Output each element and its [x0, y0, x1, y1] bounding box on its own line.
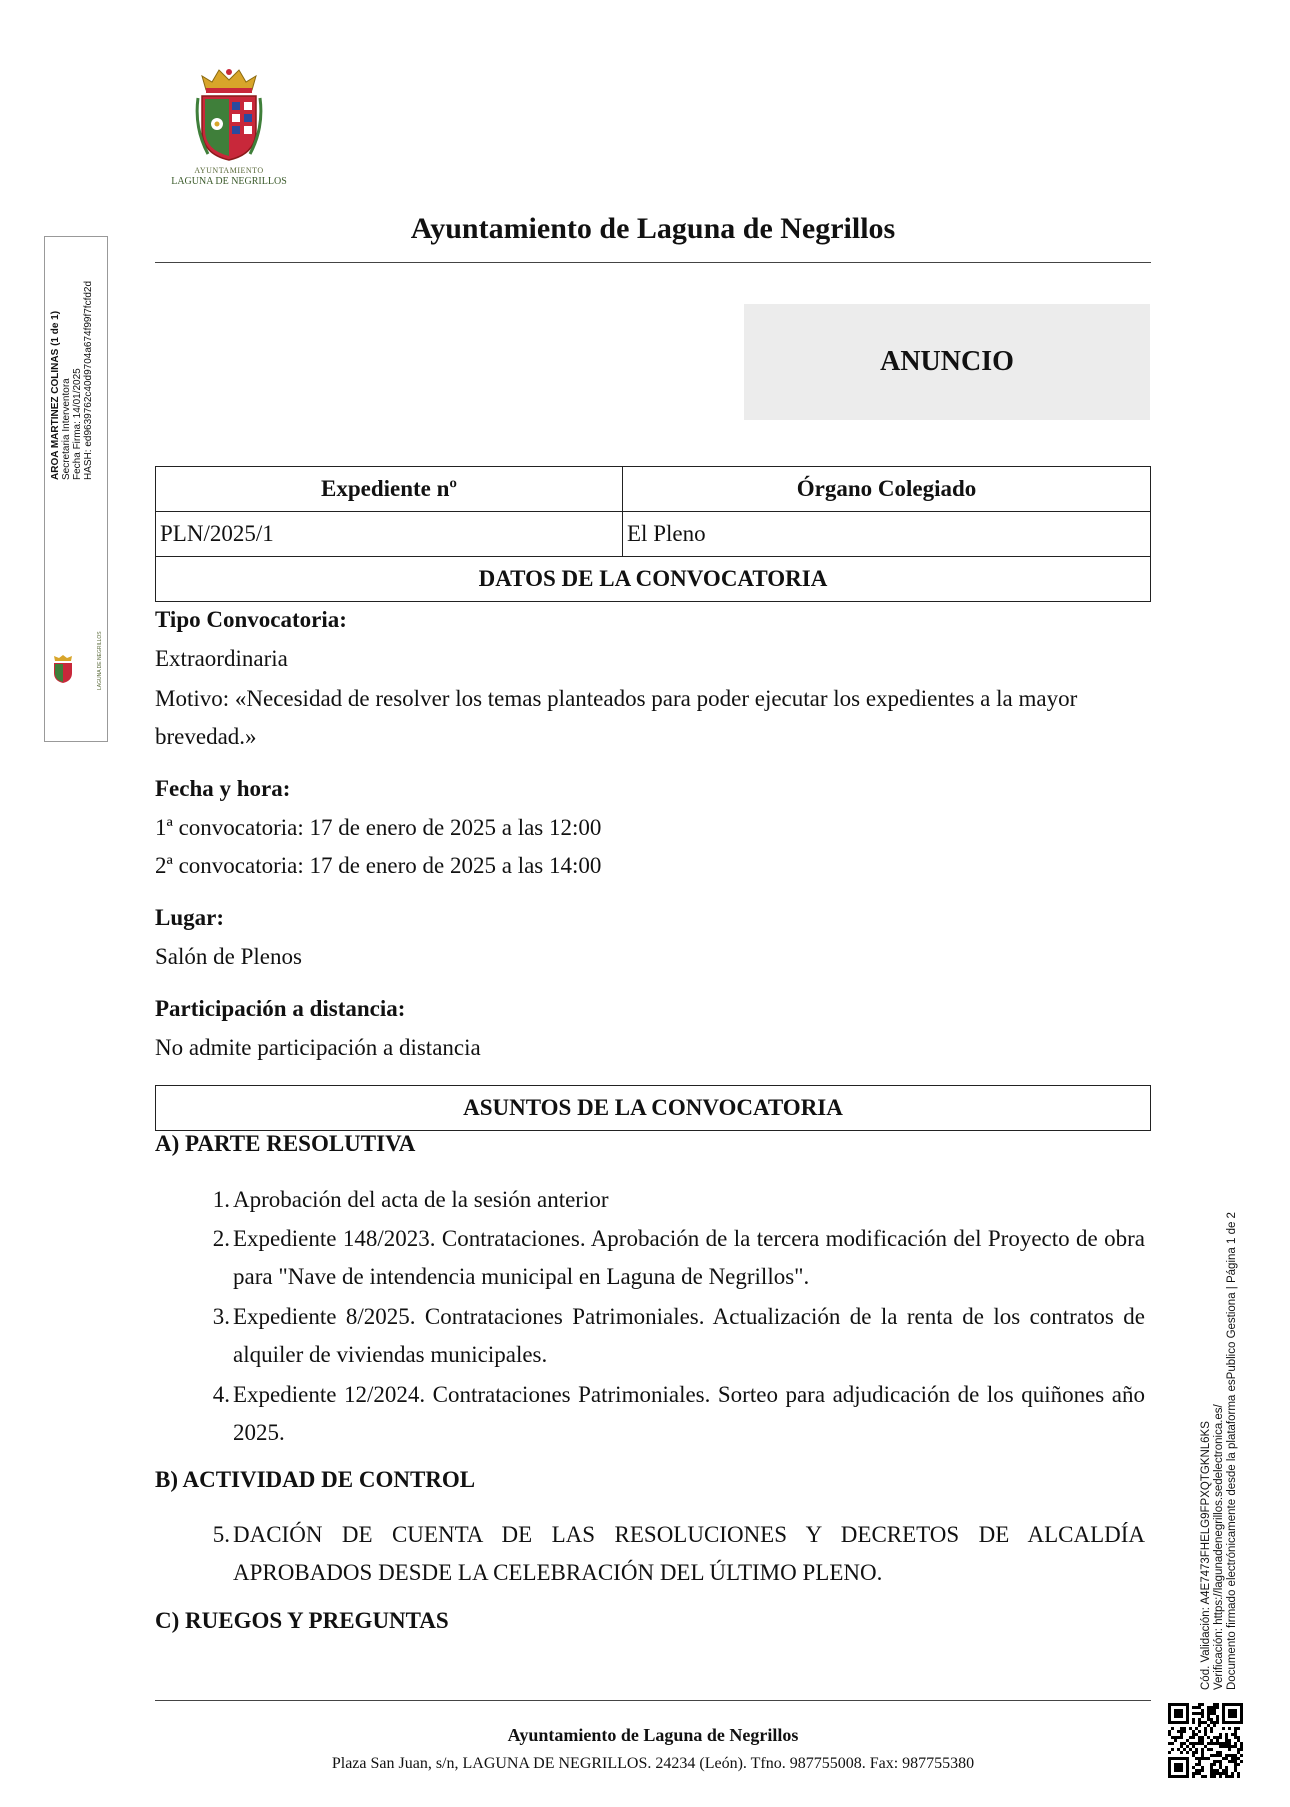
validation-code: Cód. Validación: A4E7473FHELG9FPXQTGKNL6KS [1200, 1421, 1212, 1690]
item-number: 4. [212, 1382, 230, 1407]
verification-url: Verificación: https://lagunadenegrillos.sedelectronica.es/ [1213, 1404, 1225, 1690]
item-number: 2. [212, 1226, 230, 1251]
asuntos-heading: ASUNTOS DE LA CONVOCATORIA [155, 1085, 1151, 1131]
signature-date: Fecha Firma: 14/01/2025 [72, 368, 83, 480]
section-c-heading: C) RUEGOS Y PREGUNTAS [155, 1608, 449, 1633]
mini-logo-text: LAGUNA DE NEGRILLOS [97, 631, 103, 690]
mini-coat-of-arms-icon [52, 655, 74, 683]
section-a-heading: A) PARTE RESOLUTIVA [155, 1131, 416, 1156]
tipo-convocatoria-label: Tipo Convocatoria: [155, 607, 347, 632]
validation-text [1200, 1130, 1246, 1690]
list-item [155, 1376, 1145, 1452]
participacion-label: Participación a distancia: [155, 996, 406, 1021]
motivo-line-2: brevedad.» [155, 724, 257, 749]
table-row [156, 512, 1151, 557]
motivo-line-1: Motivo: «Necesidad de resolver los temas planteados para poder ejecutar los expedientes a la mayor [155, 686, 1078, 711]
datos-convocatoria-heading: DATOS DE LA CONVOCATORIA [156, 557, 1151, 602]
qr-code-icon[interactable] [1168, 1703, 1243, 1778]
anuncio-badge [744, 304, 1150, 420]
ayuntamiento-logo [166, 68, 292, 188]
expediente-table [155, 466, 1151, 602]
item-text: DACIÓN DE CUENTA DE LAS RESOLUCIONES Y DECRETOS DE ALCALDÍA APROBADOS DESDE LA CELEBRACIÓN DEL ÚLTIMO PLENO. [233, 1522, 1145, 1585]
header-expediente: Expediente nº [156, 467, 623, 512]
table-header-row [156, 467, 1151, 512]
logo-line-1: AYUNTAMIENTO [194, 166, 264, 175]
section-b-heading: B) ACTIVIDAD DE CONTROL [155, 1467, 476, 1492]
page-title: Ayuntamiento de Laguna de Negrillos [410, 212, 896, 245]
segunda-convocatoria: 2ª convocatoria: 17 de enero de 2025 a las 14:00 [155, 853, 602, 878]
list-item [155, 1516, 1145, 1592]
list-item [155, 1181, 1145, 1219]
item-text: Expediente 148/2023. Contrataciones. Aprobación de la tercera modificación del Proyecto de obra para "Nave de intendencia municipal en Laguna de Negrillos". [233, 1226, 1145, 1289]
signature-hash: HASH: ed9639762c40d9704a674f99f7fcfd2d [83, 280, 94, 480]
document-signed-note: Documento firmado electrónicamente desde la plataforma esPublico Gestiona | Página 1 de 2 [1226, 1212, 1238, 1690]
item-number: 3. [212, 1304, 230, 1329]
participacion-value: No admite participación a distancia [155, 1035, 481, 1060]
signer-name: AROA MARTINEZ COLINAS (1 de 1) [50, 310, 61, 480]
item-number: 5. [212, 1522, 230, 1547]
list-item [155, 1298, 1145, 1374]
coat-of-arms-icon [194, 68, 264, 162]
anuncio-label: ANUNCIO [880, 346, 1014, 377]
item-text: Expediente 12/2024. Contrataciones Patrimoniales. Sorteo para adjudicación de los quiñones año 2025. [233, 1382, 1145, 1445]
signature-text [50, 280, 110, 480]
footer-divider [155, 1700, 1151, 1701]
lugar-value: Salón de Plenos [155, 944, 302, 969]
item-number: 1. [212, 1187, 230, 1212]
footer-name: Ayuntamiento de Laguna de Negrillos [507, 1725, 799, 1745]
header-organo: Órgano Colegiado [623, 467, 1151, 512]
signer-role: Secretaria Interventora [61, 378, 72, 480]
item-text: Expediente 8/2025. Contrataciones Patrimoniales. Actualización de la renta de los contratos de alquiler de viviendas municipales. [233, 1304, 1145, 1367]
cell-organo: El Pleno [623, 512, 1151, 557]
footer-address: Plaza San Juan, s/n, LAGUNA DE NEGRILLOS. 24234 (León). Tfno. 987755008. Fax: 987755380 [331, 1755, 975, 1772]
tipo-convocatoria-value: Extraordinaria [155, 646, 288, 671]
fecha-hora-label: Fecha y hora: [155, 776, 291, 801]
header-divider [155, 262, 1151, 263]
primera-convocatoria: 1ª convocatoria: 17 de enero de 2025 a las 12:00 [155, 815, 602, 840]
lugar-label: Lugar: [155, 905, 224, 930]
logo-line-2: LAGUNA DE NEGRILLOS [171, 176, 287, 187]
item-text: Aprobación del acta de la sesión anterior [233, 1187, 609, 1212]
list-item [155, 1220, 1145, 1296]
cell-expediente: PLN/2025/1 [156, 512, 623, 557]
table-section-row [156, 557, 1151, 602]
